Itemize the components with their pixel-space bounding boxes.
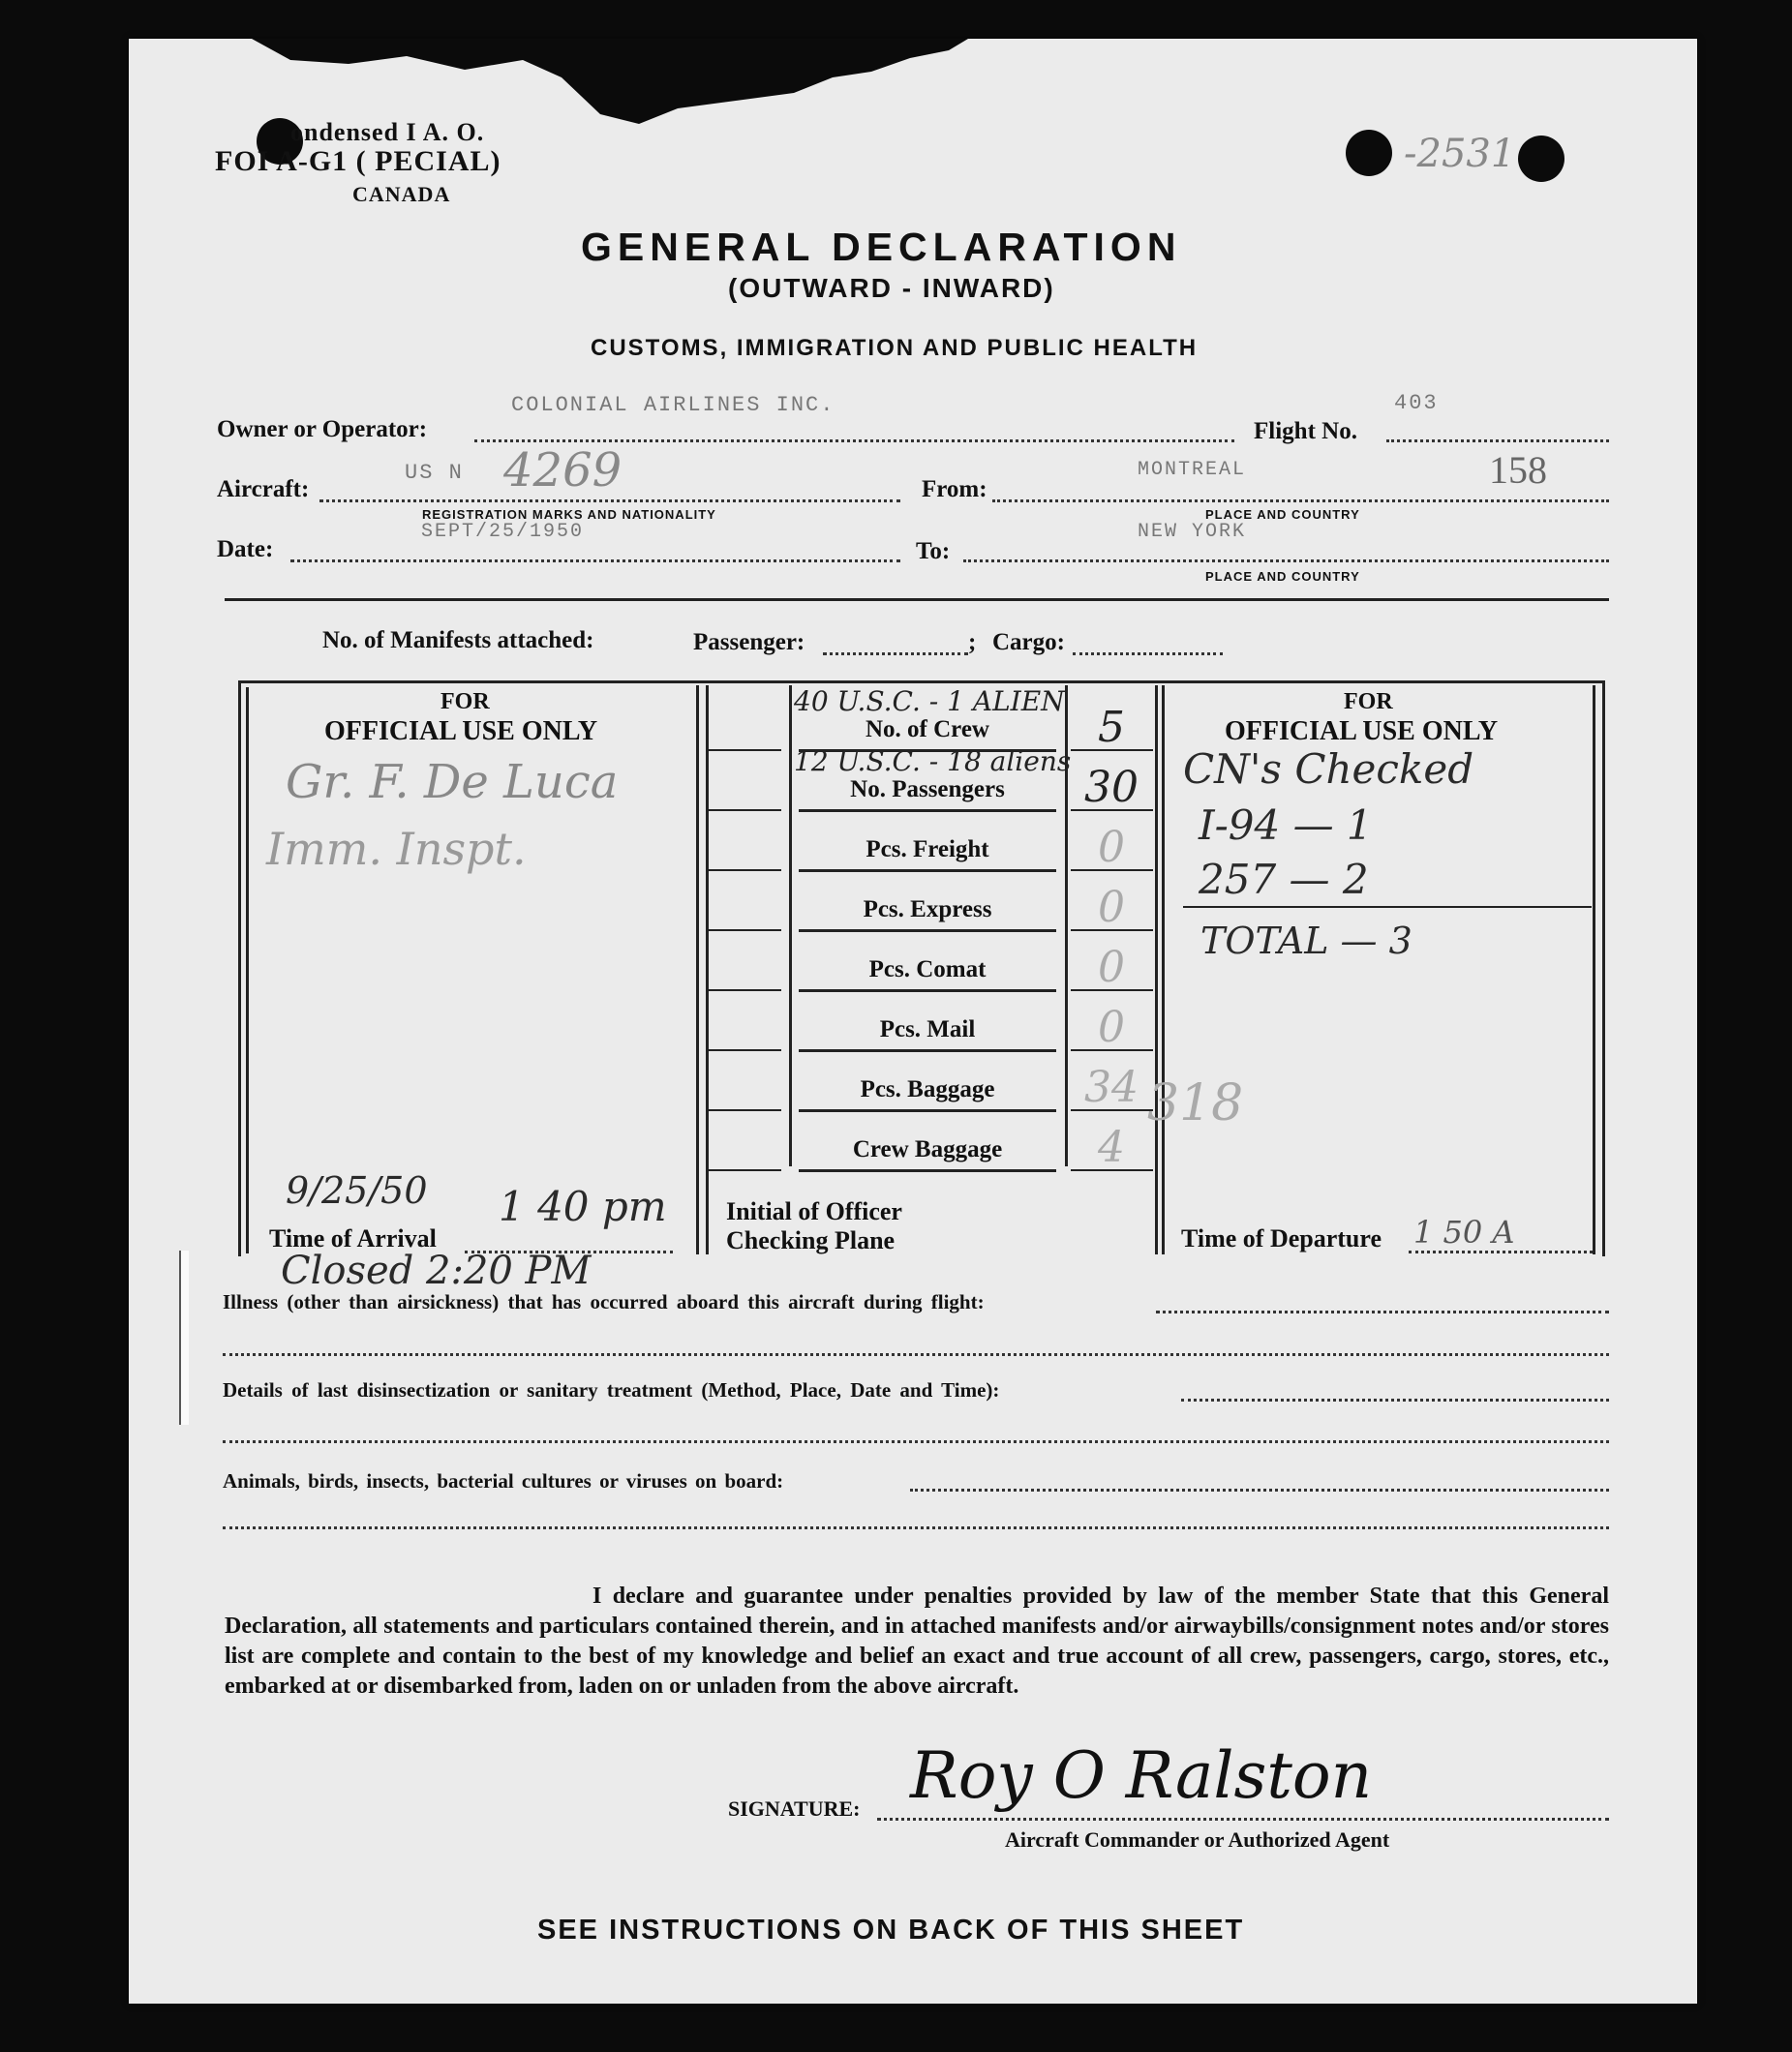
row-stub-line [709, 1169, 781, 1171]
arrival-time: 1 40 pm [499, 1183, 667, 1230]
row-divider [799, 989, 1056, 992]
row-divider [799, 1049, 1056, 1052]
animals-label: Animals, birds, insects, bacterial cultures or viruses on board: [223, 1469, 784, 1493]
owner-label: Owner or Operator: [217, 416, 428, 442]
page-subtitle-2: CUSTOMS, IMMIGRATION AND PUBLIC HEALTH [591, 335, 1199, 361]
flight-value[interactable]: 403 [1394, 391, 1439, 415]
punch-hole-mid [1346, 130, 1392, 176]
signature-label: SIGNATURE: [728, 1796, 861, 1821]
page-subtitle: (OUTWARD - INWARD) [728, 273, 1055, 303]
arrival-label: Time of Arrival [269, 1224, 437, 1252]
left-signature-2: Imm. Inspt. [266, 823, 527, 875]
row-divider [799, 869, 1056, 872]
to-caption: PLACE AND COUNTRY [1205, 569, 1360, 584]
row-stub-line [709, 989, 781, 991]
left-official-title-1: FOR [440, 689, 490, 714]
manifests-label: No. of Manifests attached: [322, 627, 594, 653]
right-official-title-1: FOR [1344, 689, 1393, 714]
row-stub-line [709, 869, 781, 871]
signature-caption: Aircraft Commander or Authorized Agent [1005, 1827, 1390, 1852]
signature-value: Roy O Ralston [910, 1738, 1373, 1813]
row-stub-line [709, 1109, 781, 1111]
row-label: Crew Baggage [852, 1136, 1003, 1162]
row-value[interactable]: 34 [1084, 1063, 1139, 1112]
row-value[interactable]: 30 [1084, 763, 1139, 812]
row-stub-line [709, 809, 781, 811]
owner-value[interactable]: COLONIAL AIRLINES INC. [511, 393, 835, 417]
date-label: Date: [217, 536, 274, 562]
flight-label: Flight No. [1254, 418, 1357, 444]
departure-value: 1 50 A [1413, 1214, 1515, 1251]
row-label: Pcs. Express [863, 896, 992, 922]
aircraft-value-hand[interactable]: 4269 [503, 443, 623, 498]
right-note-1: CN's Checked [1183, 745, 1474, 793]
officer-label-1: Initial of Officer [726, 1197, 902, 1225]
row-stub-line [709, 1049, 781, 1051]
row-divider [799, 1169, 1056, 1172]
right-note-5: 318 [1147, 1074, 1244, 1132]
row-label: No. of Crew [866, 716, 989, 742]
row-label: No. Passengers [850, 776, 1005, 802]
row-value[interactable]: 0 [1098, 883, 1125, 932]
row-stub-line [709, 749, 781, 751]
cargo-manifest-label: Cargo: [992, 629, 1065, 655]
row-note: 12 U.S.C. - 18 aliens [794, 745, 1072, 777]
row-value[interactable]: 0 [1098, 1003, 1125, 1052]
right-note-2: I-94 — 1 [1199, 801, 1373, 849]
form-code-line1: ondensed I A. O. [290, 118, 485, 146]
right-official-title-2: OFFICIAL USE ONLY [1225, 716, 1499, 746]
form-country: CANADA [352, 182, 451, 206]
left-signature-1: Gr. F. De Luca [286, 755, 619, 809]
aircraft-caption: REGISTRATION MARKS AND NATIONALITY [422, 507, 716, 522]
to-value[interactable]: NEW YORK [1138, 521, 1247, 543]
passenger-manifest-label: Passenger: [693, 629, 805, 655]
row-label: Pcs. Freight [866, 836, 989, 862]
row-divider [799, 1109, 1056, 1112]
aircraft-value-typed[interactable]: US N [405, 461, 464, 485]
stamp-number: 158 [1489, 448, 1547, 492]
row-stub-line [709, 929, 781, 931]
officer-label-2: Checking Plane [726, 1226, 896, 1254]
row-label: Pcs. Mail [879, 1016, 976, 1042]
from-value[interactable]: MONTREAL [1138, 459, 1247, 481]
from-label: From: [922, 476, 987, 502]
row-value[interactable]: 4 [1098, 1123, 1125, 1172]
from-caption: PLACE AND COUNTRY [1205, 507, 1360, 522]
closed-note: Closed 2:20 PM [281, 1249, 592, 1293]
row-label: Pcs. Baggage [860, 1076, 995, 1102]
to-label: To: [916, 538, 951, 564]
left-official-title-2: OFFICIAL USE ONLY [324, 716, 598, 746]
corner-number: -2531 [1404, 132, 1516, 176]
right-note-3: 257 — 2 [1199, 856, 1369, 903]
declaration-text: I declare and guarantee under penalties provided by law of the member State that this General Declaration, all statements and particulars contained therein, and in attached manifests and/or airwaybills/consignment notes and/or stores list are complete and contain to the best of my knowledge and belief an exact and true account of all crew, passengers, cargo, stores, etc., embarked at or disembarked from, laden on or unladen from the above aircraft. [225, 1584, 1609, 1699]
row-divider [799, 809, 1056, 812]
row-note: 40 U.S.C. - 1 ALIEN [794, 685, 1065, 717]
disinsection-label: Details of last disinsectization or sanitary treatment (Method, Place, Date and Time): [223, 1378, 1000, 1402]
row-value[interactable]: 5 [1098, 703, 1125, 752]
row-value[interactable]: 0 [1098, 943, 1125, 992]
arrival-date: 9/25/50 [286, 1169, 428, 1212]
row-divider [799, 929, 1056, 932]
paper-fold-mark [179, 1251, 189, 1425]
header-divider [225, 598, 1609, 601]
departure-label: Time of Departure [1181, 1224, 1382, 1252]
row-value[interactable]: 0 [1098, 823, 1125, 872]
right-note-4: TOTAL — 3 [1200, 920, 1412, 962]
form-code-line2: FOI A-G1 ( PECIAL) [215, 145, 501, 177]
footer-instructions: SEE INSTRUCTIONS ON BACK OF THIS SHEET [537, 1915, 1245, 1946]
row-label: Pcs. Comat [868, 956, 987, 982]
punch-hole-right [1518, 136, 1564, 182]
aircraft-label: Aircraft: [217, 476, 310, 502]
illness-label: Illness (other than airsickness) that has occurred aboard this aircraft during flight: [223, 1290, 985, 1313]
date-value[interactable]: SEPT/25/1950 [421, 521, 585, 543]
manifest-separator: ; [968, 629, 977, 655]
page-title: GENERAL DECLARATION [581, 225, 1182, 269]
